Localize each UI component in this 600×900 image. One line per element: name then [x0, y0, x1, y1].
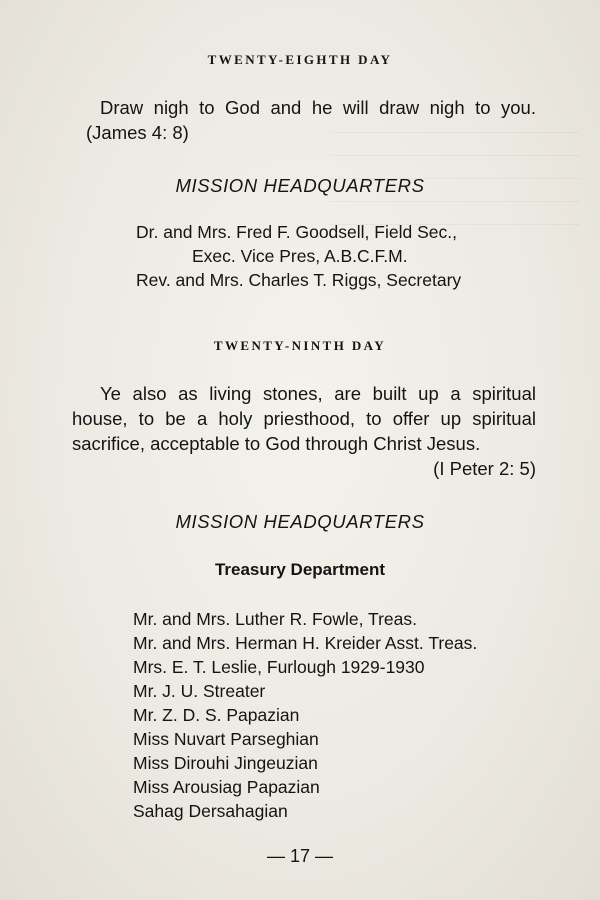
staff-entry: Miss Dirouhi Jingeuzian [133, 753, 318, 773]
staff-entry: Mr. and Mrs. Herman H. Kreider Asst. Treas. [133, 633, 478, 653]
verse-28-text: Draw nigh to God and he will draw nigh to you. [100, 97, 536, 118]
staff-entry: Sahag Dersahagian [133, 801, 288, 821]
department-heading: Treasury Department [214, 560, 386, 579]
verse-29-reference: (I Peter 2: 5) [433, 458, 536, 479]
day-heading-29: TWENTY-NINTH DAY [213, 338, 387, 353]
section-heading-28: MISSION HEADQUARTERS [175, 175, 425, 196]
staff-entry: Mr. Z. D. S. Papazian [133, 705, 300, 725]
verse-28 [72, 95, 536, 145]
verse-29 [72, 381, 536, 481]
day-heading-28: TWENTY-EIGHTH DAY [207, 52, 393, 67]
staff-entry: Mr. J. U. Streater [133, 681, 266, 701]
staff-entry: Dr. and Mrs. Fred F. Goodsell, Field Sec., [136, 222, 457, 242]
staff-entry: Mrs. E. T. Leslie, Furlough 1929-1930 [133, 657, 425, 677]
staff-list-29 [133, 607, 477, 823]
staff-entry: Miss Arousiag Papazian [133, 777, 320, 797]
staff-entry: Miss Nuvart Parseghian [133, 729, 319, 749]
verse-28-reference: (James 4: 8) [86, 122, 189, 143]
staff-entry: Exec. Vice Pres, A.B.C.F.M. [192, 246, 408, 266]
section-heading-29: MISSION HEADQUARTERS [175, 511, 425, 532]
verse-29-text: Ye also as living stones, are built up a spiritual house, to be a holy priesthood, to offer up spiritual sacrifice, acceptable to God through Christ Jesus. [72, 383, 536, 454]
staff-entry: Rev. and Mrs. Charles T. Riggs, Secretary [136, 270, 462, 290]
staff-list-28 [136, 220, 461, 292]
page-number: — 17 — [266, 846, 334, 866]
staff-entry: Mr. and Mrs. Luther R. Fowle, Treas. [133, 609, 417, 629]
